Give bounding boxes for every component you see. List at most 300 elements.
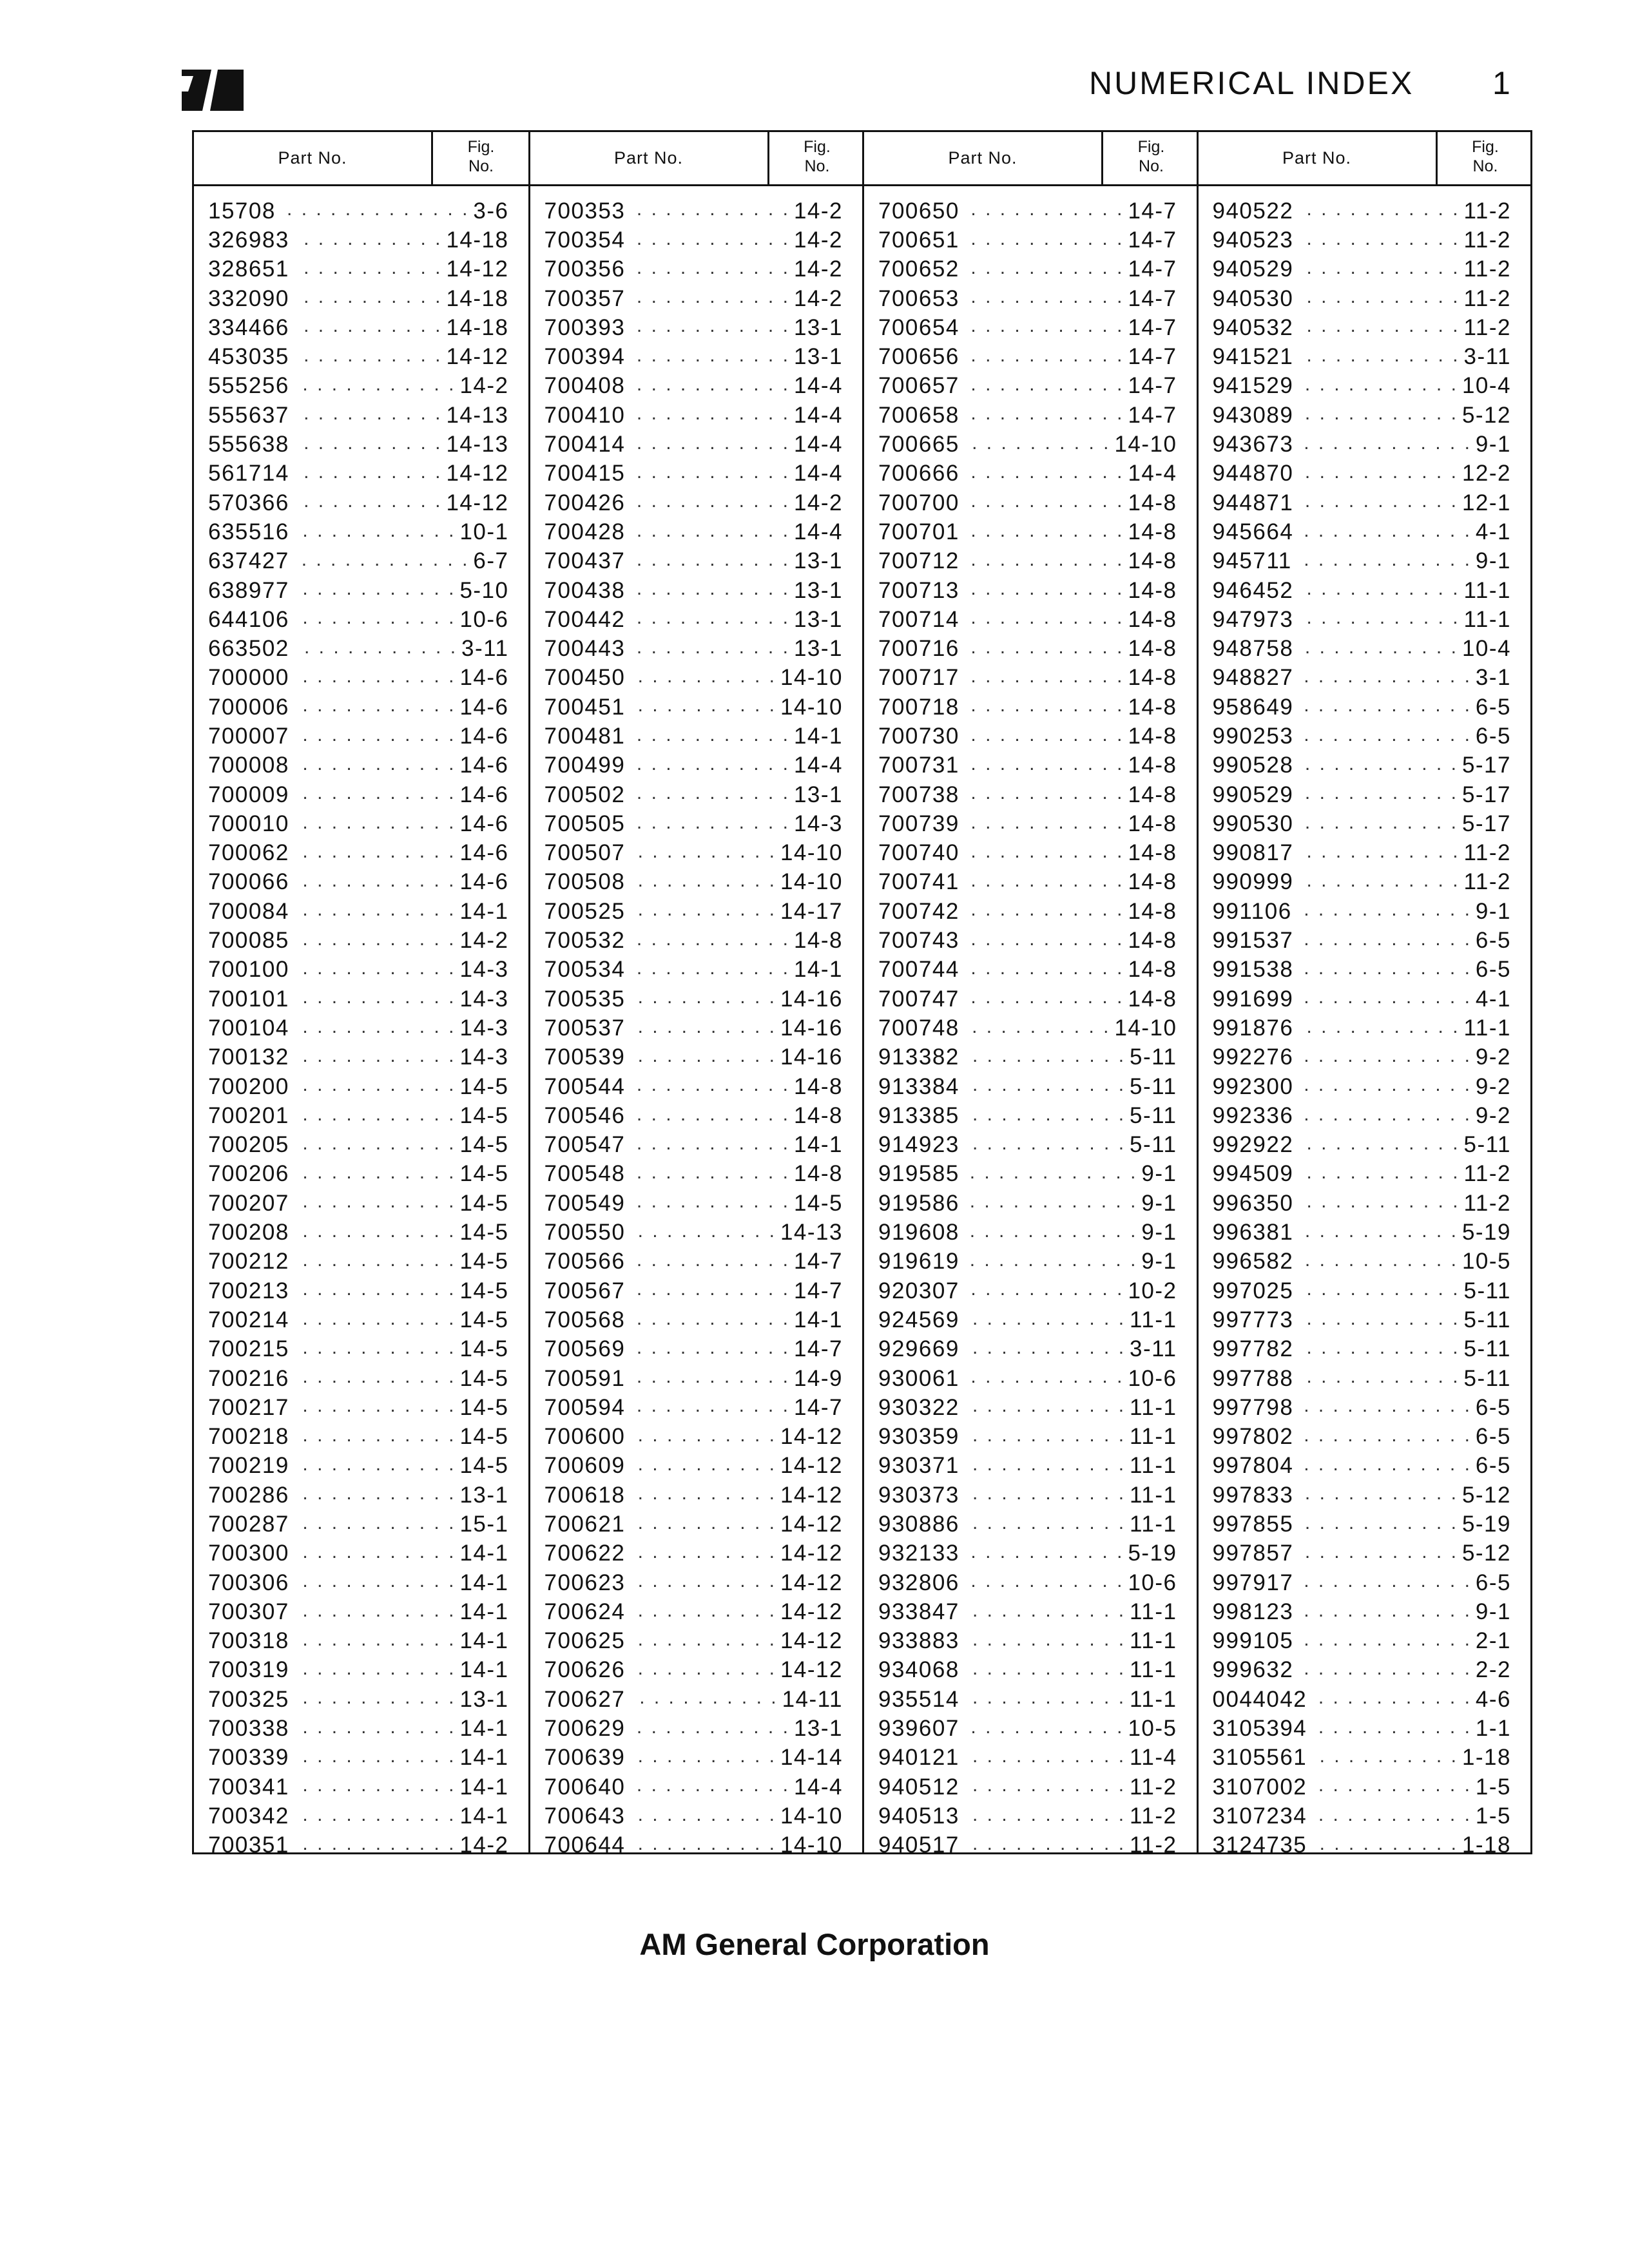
index-rows (1213, 197, 1512, 1860)
index-row (545, 1101, 843, 1130)
part-number: 3105394 (1212, 1716, 1307, 1742)
part-number: 663502 (208, 636, 289, 662)
figure-number: 6-5 (1475, 1424, 1511, 1450)
part-number: 700481 (544, 723, 626, 749)
figure-number: 10-5 (1461, 1249, 1511, 1274)
index-row (545, 751, 843, 780)
dot-leader (1297, 605, 1460, 634)
index-row (208, 1276, 509, 1305)
index-row (878, 401, 1177, 430)
dot-leader (963, 1452, 1126, 1481)
index-row (1213, 1510, 1512, 1539)
index-row (1213, 1773, 1512, 1802)
fig-label: Fig. (1137, 138, 1165, 156)
part-number: 700701 (878, 519, 959, 544)
figure-number: 5-11 (1130, 1044, 1177, 1070)
figure-number: 14-10 (780, 665, 843, 691)
figure-number: 13-1 (459, 1686, 509, 1712)
dot-leader (629, 1802, 776, 1831)
index-row (545, 1072, 843, 1101)
index-rows (208, 197, 509, 1860)
part-number: 943673 (1212, 432, 1294, 457)
part-number: 943089 (1212, 402, 1294, 428)
part-number: 700666 (878, 461, 959, 486)
part-number: 700744 (878, 957, 959, 983)
figure-number: 14-2 (793, 285, 843, 311)
part-number: 700357 (544, 285, 626, 311)
index-row (545, 1422, 843, 1451)
figure-number: 14-2 (793, 198, 843, 224)
index-row (208, 576, 509, 605)
part-number: 638977 (208, 577, 289, 603)
index-row (878, 255, 1177, 284)
dot-leader (1297, 1364, 1460, 1393)
figure-number: 5-11 (1463, 1278, 1511, 1303)
dot-leader (629, 430, 790, 459)
part-number: 700010 (208, 811, 289, 836)
index-row (1213, 839, 1512, 868)
part-number: 940512 (878, 1774, 959, 1800)
index-row (545, 576, 843, 605)
dot-leader (629, 1656, 776, 1685)
figure-number: 14-8 (1128, 723, 1177, 749)
figure-number: 14-2 (459, 1832, 509, 1858)
dot-leader (293, 1305, 456, 1334)
index-row (208, 664, 509, 693)
index-row (878, 780, 1177, 809)
fig-no-header (431, 132, 529, 184)
part-number: 940517 (878, 1832, 959, 1858)
dot-leader (629, 1131, 790, 1160)
index-row (878, 605, 1177, 634)
index-row (208, 342, 509, 371)
dot-leader (293, 809, 456, 838)
dot-leader (1297, 459, 1458, 488)
index-row (545, 547, 843, 576)
index-row (545, 1656, 843, 1685)
figure-number: 9-1 (1141, 1220, 1177, 1245)
index-row (1213, 1568, 1512, 1597)
figure-number: 14-6 (459, 665, 509, 691)
figure-number: 1-18 (1461, 1745, 1511, 1771)
index-row (545, 459, 843, 488)
part-number: 997855 (1212, 1512, 1294, 1537)
index-row (208, 313, 509, 342)
index-row (878, 1101, 1177, 1130)
figure-number: 14-12 (780, 1541, 843, 1566)
figure-number: 14-1 (793, 1132, 843, 1158)
figure-number: 14-1 (459, 1716, 509, 1742)
column-header (864, 132, 1197, 186)
part-number: 700338 (208, 1716, 289, 1742)
index-row (878, 634, 1177, 663)
dot-leader (293, 1072, 456, 1101)
index-row (545, 1452, 843, 1481)
part-number: 990999 (1212, 869, 1294, 895)
index-row (878, 809, 1177, 838)
figure-number: 9-1 (1475, 898, 1511, 924)
part-number: 700207 (208, 1190, 289, 1216)
figure-number: 11-1 (1463, 577, 1511, 603)
dot-leader (293, 985, 456, 1014)
dot-leader (293, 226, 443, 255)
index-column (194, 132, 528, 1858)
dot-leader (963, 1685, 1126, 1714)
figure-number: 14-3 (459, 1044, 509, 1070)
figure-number: 14-6 (459, 811, 509, 836)
dot-leader (629, 226, 790, 255)
part-number: 700319 (208, 1657, 289, 1683)
dot-leader (1296, 897, 1472, 926)
part-number: 700354 (544, 227, 626, 253)
figure-number: 14-5 (459, 1249, 509, 1274)
dot-leader (293, 1247, 456, 1276)
index-row (208, 547, 509, 576)
figure-number: 14-12 (780, 1599, 843, 1624)
dot-leader (293, 751, 456, 780)
part-number: 996582 (1212, 1249, 1294, 1274)
index-row (1213, 1831, 1512, 1860)
dot-leader (963, 1014, 1111, 1043)
dot-leader (963, 517, 1124, 546)
figure-number: 9-2 (1475, 1102, 1511, 1128)
figure-number: 4-1 (1475, 519, 1511, 544)
dot-leader (963, 1831, 1126, 1860)
dot-leader (963, 1043, 1126, 1072)
part-number: 700539 (544, 1044, 626, 1070)
part-number: 700714 (878, 606, 959, 632)
dot-leader (1297, 1422, 1472, 1451)
fig-label: Fig. (1472, 138, 1499, 156)
part-number: 700008 (208, 753, 289, 778)
dot-leader (293, 576, 456, 605)
part-number: 700743 (878, 928, 959, 954)
figure-number: 14-1 (793, 723, 843, 749)
index-row (208, 226, 509, 255)
index-row (1213, 1335, 1512, 1364)
index-row (878, 576, 1177, 605)
dot-leader (629, 197, 790, 226)
page-number: 1 (1492, 65, 1510, 101)
dot-leader (1297, 664, 1472, 693)
dot-leader (1297, 517, 1472, 546)
part-number: 700653 (878, 285, 959, 311)
figure-number: 14-2 (793, 227, 843, 253)
figure-number: 12-1 (1461, 490, 1511, 515)
part-number: 990817 (1212, 840, 1294, 866)
index-row (545, 372, 843, 401)
dot-leader (963, 1627, 1126, 1656)
part-number: 700626 (544, 1657, 626, 1683)
dot-leader (963, 956, 1124, 985)
figure-number: 14-16 (780, 1015, 843, 1041)
column-header (1199, 132, 1531, 186)
dot-leader (629, 897, 776, 926)
index-row (1213, 985, 1512, 1014)
part-number: 328651 (208, 256, 289, 282)
figure-number: 14-1 (459, 1541, 509, 1566)
figure-number: 5-11 (1463, 1365, 1511, 1391)
figure-number: 9-1 (1141, 1249, 1177, 1274)
dot-leader (629, 634, 790, 663)
dot-leader (629, 1452, 776, 1481)
am-general-logo-icon (182, 70, 244, 111)
index-row (878, 1422, 1177, 1451)
index-row (878, 197, 1177, 226)
figure-number: 14-13 (780, 1220, 843, 1245)
figure-number: 14-5 (459, 1102, 509, 1128)
dot-leader (1297, 809, 1458, 838)
dot-leader (629, 1510, 776, 1539)
index-row (208, 1335, 509, 1364)
part-number: 940121 (878, 1745, 959, 1771)
index-row (878, 1510, 1177, 1539)
dot-leader (629, 1335, 790, 1364)
dot-leader (293, 1744, 456, 1773)
index-row (208, 1481, 509, 1510)
dot-leader (1297, 313, 1460, 342)
figure-number: 14-8 (1128, 928, 1177, 954)
figure-number: 14-4 (793, 519, 843, 544)
figure-number: 14-5 (459, 1190, 509, 1216)
index-row (208, 985, 509, 1014)
dot-leader (629, 1597, 776, 1626)
figure-number: 10-6 (459, 606, 509, 632)
dot-leader (293, 1364, 456, 1393)
dot-leader (293, 547, 470, 576)
part-number: 453035 (208, 344, 289, 370)
part-number: 700300 (208, 1541, 289, 1566)
part-number: 700748 (878, 1015, 959, 1041)
dot-leader (1297, 1656, 1472, 1685)
figure-number: 14-12 (780, 1628, 843, 1654)
index-row (878, 372, 1177, 401)
index-row (208, 1744, 509, 1773)
part-number: 700341 (208, 1774, 289, 1800)
figure-number: 13-1 (459, 1482, 509, 1508)
dot-leader (963, 1393, 1126, 1422)
index-row (1213, 1627, 1512, 1656)
dot-leader (629, 985, 776, 1014)
figure-number: 6-5 (1475, 1394, 1511, 1420)
figure-number: 10-4 (1461, 636, 1511, 662)
figure-number: 14-8 (1128, 694, 1177, 720)
figure-number: 14-10 (780, 840, 843, 866)
part-number: 941521 (1212, 344, 1294, 370)
part-number: 700594 (544, 1394, 626, 1420)
dot-leader (629, 693, 776, 722)
index-row (208, 1510, 509, 1539)
figure-number: 14-6 (459, 694, 509, 720)
figure-number: 6-7 (473, 548, 509, 574)
figure-number: 14-10 (780, 869, 843, 895)
index-row (1213, 1014, 1512, 1043)
figure-number: 11-1 (1130, 1482, 1177, 1508)
part-number: 999632 (1212, 1657, 1294, 1683)
figure-number: 14-3 (459, 957, 509, 983)
part-number: 700739 (878, 811, 959, 836)
dot-leader (293, 517, 456, 546)
dot-leader (963, 1744, 1126, 1773)
index-row (208, 1160, 509, 1189)
figure-number: 5-17 (1461, 753, 1511, 778)
dot-leader (963, 1656, 1126, 1685)
figure-number: 9-1 (1141, 1161, 1177, 1187)
part-number: 700600 (544, 1424, 626, 1450)
figure-number: 14-12 (446, 256, 509, 282)
part-number: 700507 (544, 840, 626, 866)
figure-number: 3-11 (1130, 1336, 1177, 1362)
dot-leader (1297, 693, 1472, 722)
figure-number: 6-5 (1475, 928, 1511, 954)
figure-number: 5-19 (1128, 1541, 1177, 1566)
dot-leader (293, 926, 456, 955)
index-row (208, 1189, 509, 1218)
index-row (545, 1276, 843, 1305)
part-number: 994509 (1212, 1161, 1294, 1187)
index-row (545, 780, 843, 809)
index-row (878, 1685, 1177, 1714)
part-number: 700591 (544, 1365, 626, 1391)
figure-number: 14-18 (446, 227, 509, 253)
part-number: 700547 (544, 1132, 626, 1158)
part-number: 700550 (544, 1220, 626, 1245)
index-row (878, 926, 1177, 955)
index-row (545, 1393, 843, 1422)
part-number: 700132 (208, 1044, 289, 1070)
dot-leader (1297, 1539, 1458, 1568)
index-row (1213, 1597, 1512, 1626)
figure-number: 14-12 (446, 344, 509, 370)
part-number: 700007 (208, 723, 289, 749)
dot-leader (963, 1218, 1138, 1247)
figure-number: 11-1 (1130, 1599, 1177, 1624)
part-number: 700217 (208, 1394, 289, 1420)
figure-number: 9-2 (1475, 1073, 1511, 1099)
index-row (878, 1539, 1177, 1568)
index-row (208, 1101, 509, 1130)
figure-number: 14-2 (459, 928, 509, 954)
index-row (545, 897, 843, 926)
dot-leader (1297, 1335, 1460, 1364)
figure-number: 14-7 (1128, 198, 1177, 224)
part-number: 997857 (1212, 1541, 1294, 1566)
part-number: 700747 (878, 986, 959, 1012)
index-row (208, 1305, 509, 1334)
part-number: 997833 (1212, 1482, 1294, 1508)
part-number: 700006 (208, 694, 289, 720)
part-number: 700700 (878, 490, 959, 515)
index-row (1213, 664, 1512, 693)
part-number: 700206 (208, 1161, 289, 1187)
part-number: 700213 (208, 1278, 289, 1303)
part-number: 947973 (1212, 606, 1294, 632)
index-row (208, 1014, 509, 1043)
part-number: 700622 (544, 1541, 626, 1566)
dot-leader (629, 1627, 776, 1656)
fig-no-header (1101, 132, 1199, 184)
dot-leader (293, 1568, 456, 1597)
index-row (208, 255, 509, 284)
figure-number: 1-5 (1475, 1803, 1511, 1829)
figure-number: 14-1 (459, 1599, 509, 1624)
dot-leader (1297, 1452, 1472, 1481)
index-row (208, 1043, 509, 1072)
dot-leader (963, 809, 1124, 838)
figure-number: 14-5 (459, 1073, 509, 1099)
figure-number: 5-12 (1461, 1482, 1511, 1508)
part-number: 991106 (1212, 898, 1292, 924)
index-row (1213, 1539, 1512, 1568)
part-number: 700718 (878, 694, 959, 720)
dot-leader (293, 897, 456, 926)
figure-number: 14-1 (459, 1774, 509, 1800)
figure-number: 14-7 (793, 1249, 843, 1274)
page-title: NUMERICAL INDEX (1089, 65, 1414, 101)
figure-number: 14-16 (780, 1044, 843, 1070)
figure-number: 14-5 (459, 1453, 509, 1479)
dot-leader (1297, 1627, 1472, 1656)
figure-number: 1-5 (1475, 1774, 1511, 1800)
dot-leader (1297, 226, 1460, 255)
figure-number: 6-5 (1475, 694, 1511, 720)
figure-number: 11-2 (1463, 869, 1511, 895)
index-row (1213, 459, 1512, 488)
part-number: 700717 (878, 665, 959, 691)
dot-leader (963, 1802, 1126, 1831)
index-row (878, 897, 1177, 926)
index-row (545, 1714, 843, 1743)
index-row (878, 547, 1177, 576)
index-row (878, 1305, 1177, 1334)
part-number: 700000 (208, 665, 289, 691)
no-label: No. (804, 157, 830, 175)
index-row (545, 313, 843, 342)
part-number: 3124735 (1212, 1832, 1307, 1858)
part-number: 700644 (544, 1832, 626, 1858)
figure-number: 14-12 (780, 1482, 843, 1508)
dot-leader (293, 1481, 456, 1510)
part-number: 948758 (1212, 636, 1294, 662)
dot-leader (629, 1714, 790, 1743)
part-number: 997917 (1212, 1570, 1294, 1595)
dot-leader (1311, 1685, 1472, 1714)
figure-number: 14-2 (793, 256, 843, 282)
part-number: 930322 (878, 1394, 959, 1420)
figure-number: 14-8 (793, 1102, 843, 1128)
dot-leader (1297, 1218, 1458, 1247)
dot-leader (293, 1189, 456, 1218)
part-number: 635516 (208, 519, 289, 544)
index-row (1213, 1305, 1512, 1334)
part-number: 990253 (1212, 723, 1294, 749)
part-number: 326983 (208, 227, 289, 253)
figure-number: 14-5 (459, 1161, 509, 1187)
index-row (1213, 1422, 1512, 1451)
figure-number: 5-19 (1461, 1220, 1511, 1245)
figure-number: 14-11 (782, 1686, 843, 1712)
part-number: 997788 (1212, 1365, 1294, 1391)
index-row (545, 342, 843, 371)
part-number: 700410 (544, 402, 626, 428)
index-row (878, 1452, 1177, 1481)
part-number: 700438 (544, 577, 626, 603)
fig-no-header (767, 132, 865, 184)
part-number: 940529 (1212, 256, 1294, 282)
figure-number: 14-4 (793, 461, 843, 486)
dot-leader (293, 1656, 456, 1685)
dot-leader (293, 1014, 456, 1043)
